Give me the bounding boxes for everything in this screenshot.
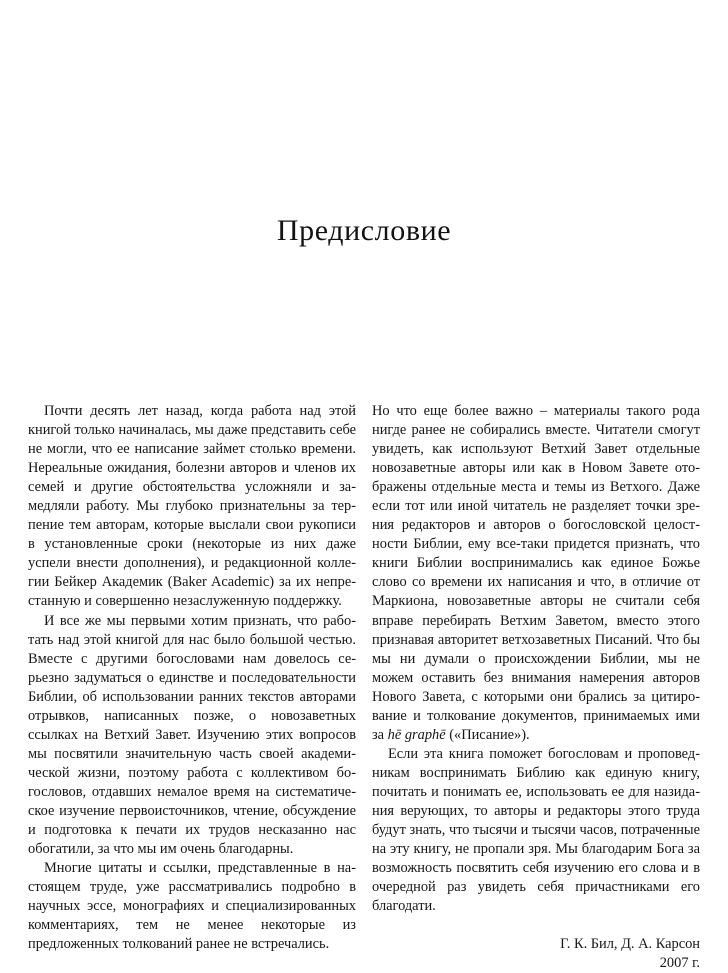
paragraph-right-1 [372, 402, 700, 745]
greek-prefix: за [372, 726, 388, 743]
page-title: Предисловие [276, 214, 452, 248]
paragraph-left-1: Почти десять лет назад, когда работа над этой книгой только начиналась, мы даже представить себе не могли, что ее написание займет столько времени. Нереальные ожидания, болезни авторов и членов их семей и другие обстоятельства усложняли и замедляли работу. Мы глубоко признательны за терпение тем авторам, которые выслали свои рукописи в установленные сроки (некоторые из них даже успели внести дополнения), и редакционной коллегии Бейкер Академик (Baker Academic) за их непрестанную и совершенно незаслуженную поддержку. [28, 403, 356, 610]
paragraph-left-2: И все же мы первыми хотим признать, что работать над этой книгой для нас было большой честью. Вместе с другими богословами нам довелось серьезно задуматься о единстве и последовательности Библии, об использовании ранних текстов авторами отрывков, написанных позже, о новозаветных ссылках на Ветхий Завет. Изучению этих вопросов мы посвятили значительную часть своей академической жизни, поэтому работа с коллективом богословов, отдавших немалое время на систематическое изучение первоисточников, чтение, обсуждение и подготовка к печати их трудов несказанно нас обогатили, за что мы им очень благодарны. [28, 612, 356, 858]
signature-year: 2007 г. [659, 955, 700, 972]
body-columns [28, 402, 700, 973]
greek-transliteration: hē graphē [387, 726, 446, 743]
signature-authors: Г. К. Бил, Д. А. Карсон [560, 936, 700, 953]
left-column [28, 402, 356, 954]
paragraph-left-3: Многие цитаты и ссылки, представленные в настоящем труде, уже рассматривались подробно в научных эссе, монографиях и специализированных комментариях, тем не менее некоторые из предложенных толкований ранее не встречались. [28, 860, 356, 953]
signature-block [372, 935, 700, 973]
greek-gloss: («Писание»). [445, 726, 530, 743]
right-column [372, 402, 700, 973]
paragraph-right-1-body: Но что еще более важно – материалы такого рода нигде ранее не собирались вместе. Читатели смогут увидеть, как используют Ветхий Завет отдельные новозаветные авторы или как в Новом Завете отображены отдельные места и темы из Ветхого. Даже если тот или иной читатель не разделяет точки зрения редакторов и авторов о богословской целостности Библии, ему все-таки придется признать, что книги Библии воспринимались как единое Божье слово со времени их написания и что, в отличие от Маркиона, новозаветные авторы не считали себя вправе перебирать Ветхим Заветом, вместо этого признавая авторитет ветхозаветных Писаний. Что бы мы ни думали о происхождении Библии, мы не можем оставить без внимания намерения авторов Нового Завета, с которыми они брались за цитирование и толкование документов, принимаемых ими [372, 403, 700, 724]
paragraph-right-2: Если эта книга поможет богословам и проповедникам воспринимать Библию как единую книгу, почитать и понимать ее, использовать ее для назидания верующих, то авторы и редакторы этого труда будут знать, что тысячи и тысячи часов, потраченные на эту книгу, не пропали зря. Мы благодарим Бога за возможность посвятить себя изучению его слова и в очередной раз увидеть себя причастниками его благодати. [372, 745, 700, 915]
